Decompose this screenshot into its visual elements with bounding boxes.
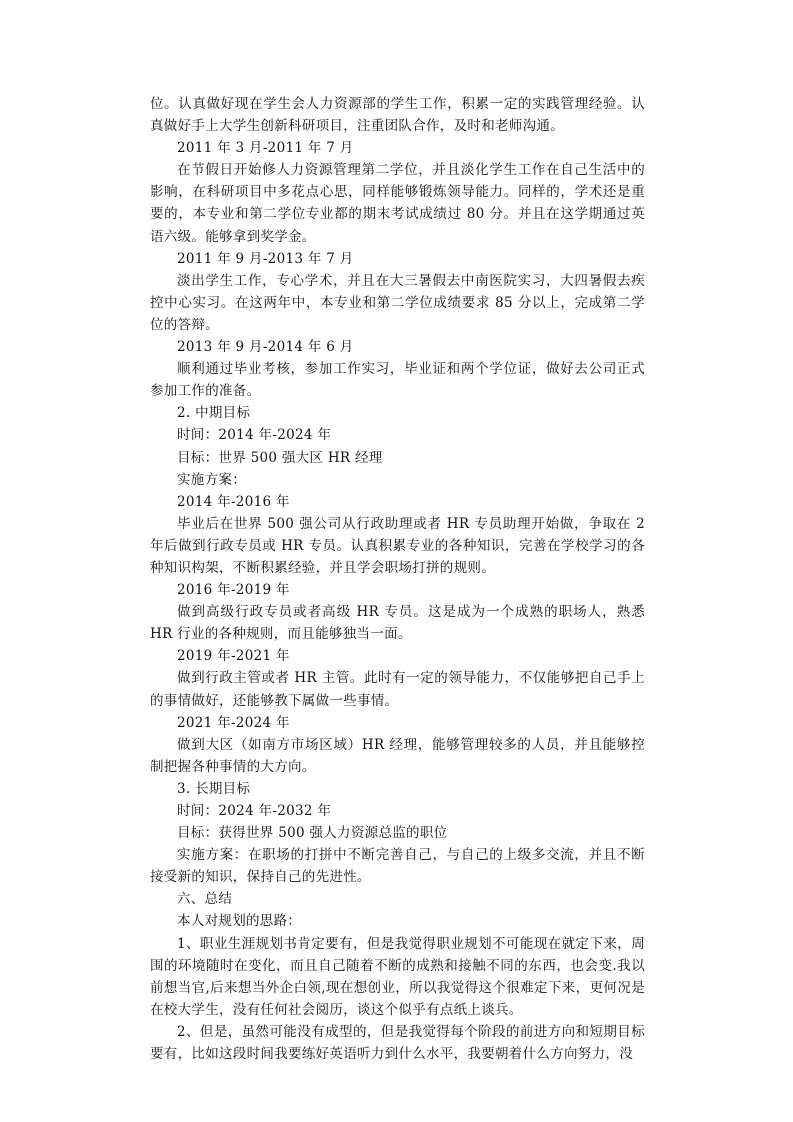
paragraph-1: 位。认真做好现在学生会人力资源部的学生工作，积累一定的实践管理经验。认真做好手上大学生创新科研项目，注重团队合作，及时和老师沟通。 (150, 96, 645, 135)
date-range-2019-2021: 2019 年-2021 年 (177, 648, 290, 665)
summary-intro: 本人对规划的思路： (177, 913, 302, 930)
long-term-time: 时间：2024 年-2032 年 (177, 803, 332, 819)
long-term-target: 目标：获得世界 500 强人力资源总监的职位 (177, 825, 448, 842)
paragraph-7: 做到行政主管或者 HR 主管。此时有一定的领导能力，不仅能够把自己手上的事情做好，还能够教下属做一些事情。 (150, 670, 645, 709)
paragraph-2: 在节假日开始修人力资源管理第二学位，并且淡化学生工作在自己生活中的影响，在科研项目中多花点心思，同样能够锻炼领导能力。同样的，学术还是重要的，本专业和第二学位专业都的期末考试成绩过 80 分。并且在这学期通过英语六级。能够拿到奖学金。 (150, 162, 645, 245)
mid-term-time: 时间：2014 年-2024 年 (177, 427, 332, 444)
paragraph-4: 顺利通过毕业考核，参加工作实习，毕业证和两个学位证，做好去公司正式参加工作的准备。 (150, 361, 645, 400)
paragraph-5: 毕业后在世界 500 强公司从行政助理或者 HR 专员助理开始做，争取在 2 年后做到行政专员或 HR 专员。认真积累专业的各种知识，完善在学校学习的各种知识构架，不断积累经验，并且学会职场打拼的规则。 (150, 515, 645, 576)
long-term-plan: 实施方案：在职场的打拼中不断完善自己，与自己的上级多交流，并且不断接受新的知识，保持自己的先进性。 (150, 847, 645, 886)
date-range-2011-09: 2011 年 9 月-2013 年 7 月 (177, 250, 354, 267)
date-range-2014-2016: 2014 年-2016 年 (177, 493, 290, 510)
date-range-2011-03: 2011 年 3 月-2011 年 7 月 (177, 140, 354, 157)
summary-point-2: 2、但是，虽然可能没有成型的，但是我觉得每个阶段的前进方向和短期目标要有，比如这段时间我要练好英语听力到什么水平，我要朝着什么方向努力，没 (150, 1023, 645, 1063)
heading-mid-term-goal: 2. 中期目标 (177, 405, 251, 422)
paragraph-8: 做到大区（如南方市场区域）HR 经理，能够管理较多的人员，并且能够控制把握各种事情的大方向。 (150, 736, 645, 775)
document-page (150, 93, 645, 1065)
mid-term-target: 目标：世界 500 强大区 HR 经理 (177, 449, 383, 466)
date-range-2021-2024: 2021 年-2024 年 (177, 714, 290, 731)
date-range-2016-2019: 2016 年-2019 年 (177, 582, 290, 599)
heading-long-term-goal: 3. 长期目标 (177, 780, 251, 797)
paragraph-3: 淡出学生工作，专心学术，并且在大三暑假去中南医院实习，大四暑假去疾控中心实习。在这两年中，本专业和第二学位成绩要求 85 分以上，完成第二学位的答辩。 (150, 272, 645, 333)
summary-point-1: 1、职业生涯规划书肯定要有，但是我觉得职业规划不可能现在就定下来，周围的环境随时在变化，而且自己随着不断的成熟和接触不同的东西，也会变.我以前想当官,后来想当外企白领,现在想创业，所以我觉得这个很难定下来，更何况是在校大学生，没有任何社会阅历，谈这个似乎有点纸上谈兵。 (150, 935, 645, 1018)
mid-term-plan-label: 实施方案： (177, 471, 246, 488)
paragraph-6: 做到高级行政专员或者高级 HR 专员。这是成为一个成熟的职场人，熟悉 HR 行业的各种规则，而且能够独当一面。 (150, 604, 645, 643)
date-range-2013-09: 2013 年 9 月-2014 年 6 月 (177, 339, 354, 356)
heading-summary: 六、总结 (177, 891, 233, 908)
